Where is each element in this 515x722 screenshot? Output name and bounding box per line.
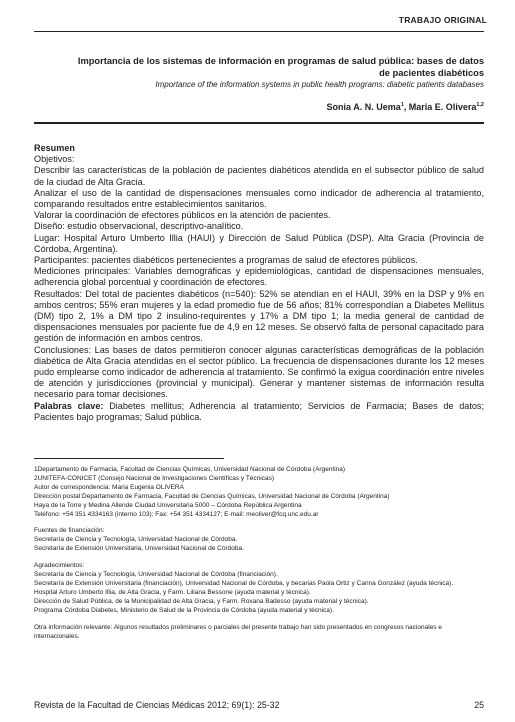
title-es-line: Importancia de los sistemas de información en programas de salud pública: bases de datos [77,56,484,66]
funding-line: Secretaría de Extensión Universitaria, Universidad Nacional de Córdoba. [34,545,244,553]
keywords-label: Palabras clave: [34,400,104,411]
title-block [34,55,484,90]
keywords [34,401,484,423]
abstract-line: Objetivos: [34,154,75,165]
affiliation-line: Teléfono: +54 351 4334163 (interno 103); Fax: +54 351 4334127; E-mail: meoliver@fcq.unc.edu.ar [34,510,319,518]
affiliation-line: Dirección postal:Departamento de Farmacia, Facultad de Ciencias Químicas, Universidad Nacional de Córdoba (Argentina) [34,492,390,500]
abstract-line: Analizar el uso de la cantidad de dispensaciones mensuales como indicador de adherencia al tratamiento, comparando resultados entre establecimientos sanitarios. [34,187,484,210]
abstract-line: Resultados: Del total de pacientes diabéticos (n=540): 52% se atendían en el HAUI, 39% en la DSP y 9% en ambos centros; 55% eran mujeres y la edad promedio fue de 56 años; 81% correspondían a Diabetes Mellitus (DM) tipo 2, 1% a DM tipo 2 insulino-requirentes y 17% a DM tipo 1; la media general de cantidad de dispensaciones mensuales por paciente fue de 4,9 en 12 meses. Se observó falta de personal capacitado para gestión de información en ambos centros. [34,288,484,344]
section-label: TRABAJO ORIGINAL [398,15,487,25]
abstract-line: Describir las características de la población de pacientes diabéticos atendida en el subsector público de salud de la ciudad de Alta Gracia. [34,165,484,187]
abstract-line: Participantes: pacientes diabéticos pertenecientes a programas de salud de efectores públicos. [34,255,418,266]
author-name: Maria E. Olivera [408,102,477,112]
acknowledgment-line: Hospital Arturo Umberto Illia, de Alta Gracia, y Farm. Liliana Bessone (ayuda material y técnica). [34,588,311,596]
keywords-text: Diabetes mellitus; Adherencia al tratamiento; Servicios de Farmacia; Bases de datos; Pacientes bajo programas; Salud pública. [34,400,485,422]
abstract-section [34,143,484,423]
footnotes [34,466,484,641]
page-number: 25 [474,700,484,710]
title-es-line: de pacientes diabéticos [379,68,484,78]
author-affiliation-mark: 1,2 [476,102,484,108]
journal-citation: Revista de la Facultad de Ciencias Médicas 2012; 69(1): 25-32 [34,700,280,710]
acknowledgment-line: Secretaría de Extensión Universitaria (financiación), Universidad Nacional de Córdoba, y becarias Paola Ortiz y Carina González (ayuda técnica). [34,579,454,587]
funding-line: Fuentes de financiación: [34,527,105,535]
acknowledgment-line: Programa Córdoba Diabetes, Ministerio de Salud de la Provincia de Córdoba (ayuda material y técnica). [34,606,334,614]
article-title-es [34,55,484,79]
affiliation-line: 2UNITEFA-CONICET (Consejo Nacional de Investigaciones Científicas y Técnicas) [34,474,274,482]
acknowledgment-line: Agradecimientos: [34,562,85,570]
footnote-rule [34,458,224,459]
acknowledgment-line: Dirección de Salud Pública, de la Municipalidad de Alta Gracia, y Farm. Roxana Badesso (ayuda material y técnica). [34,597,369,605]
abstract-line: Lugar: Hospital Arturo Umberto Illia (HAUI) y Dirección de Salud Pública (DSP). Alta Gracia (Provincia de Córdoba, Argentina). [34,232,484,254]
abstract-line: Valorar la coordinación de efectores públicos en la atención de pacientes. [34,210,331,221]
abstract-heading: Resumen [34,143,75,153]
abstract-line: Conclusiones: Las bases de datos permitieron conocer algunas características demográficas de la población diabética de Alta Gracia atendidas en el sector público. La frecuencia de dispensaciones durante los 12 meses pudo emplearse como indicador de adherencia al tratamiento. Se confirmó la exigua coordinación entre niveles de atención y jurisdicciones (provincial y municipal). Generar y mantener sistemas de información resulta necesario para tomar decisiones. [34,344,484,400]
other-info: Otra información relevante: Algunos resultados preliminares o parciales del presente trabajo han sido presentados en congresos nacionales e internacionales. [34,623,442,640]
funding-line: Secretaría de Ciencia y Tecnología, Universidad Nacional de Córdoba. [34,536,238,544]
abstract-line: Mediciones principales: Variables demográficas y epidemiológicas, cantidad de dispensaciones mensuales, adherencia global porcentual y coordinación de efectores. [34,266,484,288]
author-name: Sonia A. N. Uema [326,102,401,112]
author-affiliation-mark: 1 [400,102,404,108]
author-line [327,102,484,112]
affiliation-line: Haya de la Torre y Medina Allende Ciudad Universitaria 5000 – Córdoba República Argentina [34,501,302,509]
acknowledgment-line: Secretaría de Ciencia y Tecnología, Universidad Nacional de Córdoba (financiación). [34,571,278,579]
affiliation-line: 1Departamento de Farmacia, Facultad de Ciencias Químicas, Universidad Nacional de Córdoba (Argentina) [34,466,346,473]
author-separator: , [403,102,409,112]
abstract-line: Diseño: estudio observacional, descriptivo-analítico. [34,221,244,232]
header-rule [34,31,484,32]
affiliation-line: Autor de correspondencia: Maria Eugenia OLIVERA [34,483,184,491]
title-rule [34,122,484,124]
article-title-en: Importance of the information systems in public health programs: diabetic patients databases [155,80,484,89]
